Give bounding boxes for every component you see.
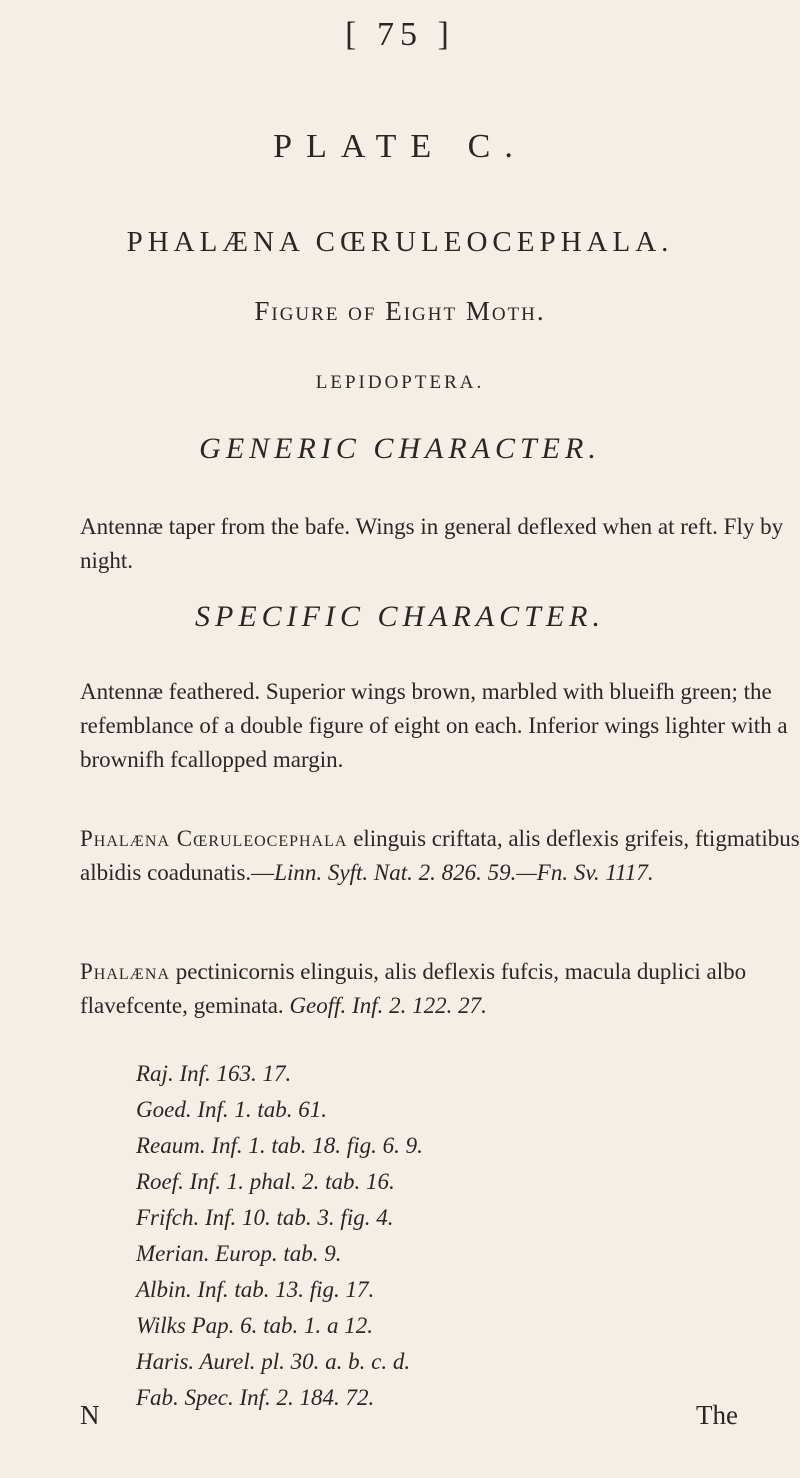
reference-item: Frifch. Inf. 10. tab. 3. fig. 4. (136, 1205, 394, 1230)
synonym-text: pectinicornis elinguis, alis deflexis fufcis, macula duplici albo flavefcente, geminata. (80, 959, 747, 1018)
reference-item: Merian. Europ. tab. 9. (136, 1241, 342, 1266)
catchword: The (696, 1400, 738, 1430)
page-number: [ 75 ] (345, 16, 455, 53)
species-title: PHALÆNA CŒRULEOCEPHALA. (126, 226, 674, 258)
generic-heading: GENERIC CHARACTER. (199, 432, 601, 465)
synonym-linnaeus (80, 822, 800, 890)
reference-item: Albin. Inf. tab. 13. fig. 17. (136, 1277, 375, 1302)
reference-item: Goed. Inf. 1. tab. 61. (136, 1097, 328, 1122)
reference-item: Haris. Aurel. pl. 30. a. b. c. d. (136, 1349, 411, 1374)
specific-heading: SPECIFIC CHARACTER. (195, 600, 605, 633)
synonym-name: Phalæna (80, 959, 171, 984)
signature-mark: N (80, 1400, 100, 1430)
reference-item: Reaum. Inf. 1. tab. 18. fig. 6. 9. (136, 1133, 423, 1158)
synonym-name: Phalæna Cœruleocephala (80, 826, 348, 851)
synonym-text: elinguis criftata, alis deflexis grifeis, ftigmatibus albidis coadunatis.— (80, 826, 800, 885)
plate-title: PLATE C. (273, 128, 527, 165)
reference-item: Fab. Spec. Inf. 2. 184. 72. (136, 1385, 375, 1410)
reference-item: Wilks Pap. 6. tab. 1. a 12. (136, 1313, 374, 1338)
generic-text: Antennæ taper from the bafe. Wings in general deflexed when at reft. Fly by night. (80, 514, 784, 573)
specific-text: Antennæ feathered. Superior wings brown, marbled with blueifh green; the refemblance of a double figure of eight on each. Inferior wings lighter with a brownifh fcallopped margin. (80, 679, 788, 772)
reference-item: Roef. Inf. 1. phal. 2. tab. 16. (136, 1169, 395, 1194)
reference-list (136, 1056, 423, 1416)
synonym-citation: Linn. Syft. Nat. 2. 826. 59.—Fn. Sv. 1117. (274, 860, 654, 885)
synonym-citation: Geoff. Inf. 2. 122. 27. (289, 993, 487, 1018)
figure-title: Figure of Eight Moth. (254, 296, 546, 326)
reference-item: Raj. Inf. 163. 17. (136, 1061, 292, 1086)
order-label: LEPIDOPTERA. (315, 372, 485, 393)
synonym-geoffroy (80, 955, 800, 1023)
